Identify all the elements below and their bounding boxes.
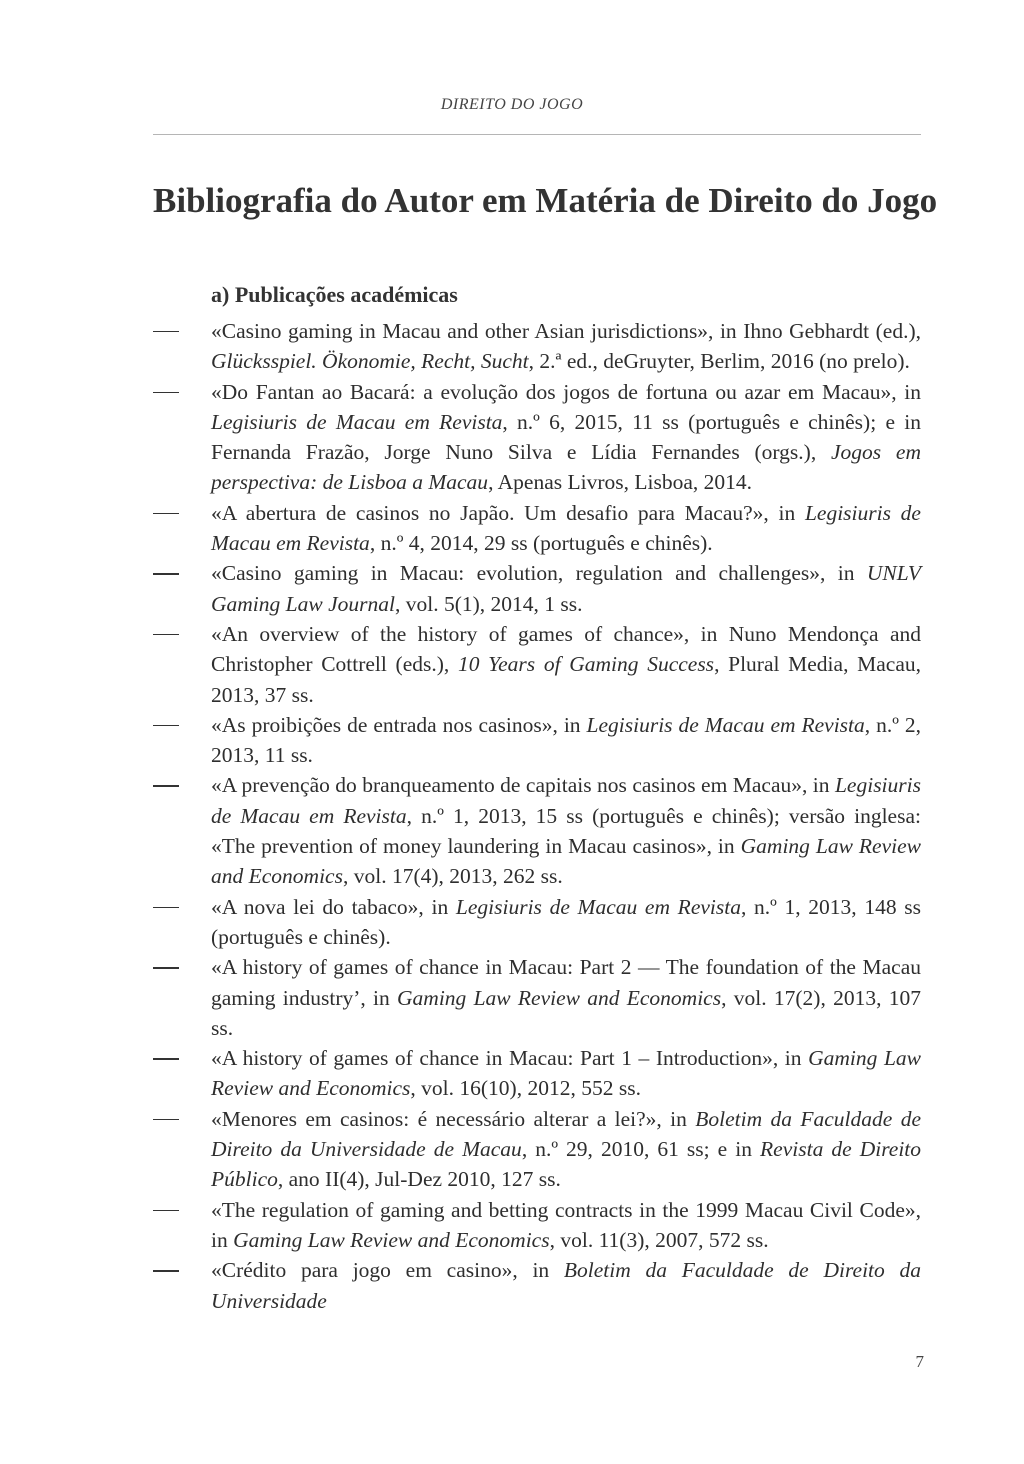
entry-text: «A prevenção do branqueamento de capitais nos casinos em Macau», in [211, 773, 835, 798]
entry-work-title: Legisiuris de Macau em Revista [211, 500, 921, 556]
entry-text: , vol. 5(1), 2014, 1 ss. [394, 591, 583, 616]
entry-dash [153, 907, 179, 908]
entry-text: «A nova lei do tabaco», in [211, 894, 456, 919]
entry-text: , n.º 2, 2013, 11 ss. [211, 712, 921, 768]
entry-work-title: Revista de Direito Público [211, 1137, 922, 1192]
bibliography-entry [153, 498, 921, 559]
entry-text: «A abertura de casinos no Japão. Um desafio para Macau?», in [211, 500, 805, 525]
entry-work-title: Legisiuris de Macau em Revista [211, 409, 503, 434]
entry-work-title: Boletim da Faculdade de Direito da Universidade de Macau [211, 1106, 921, 1162]
entry-dash [153, 392, 179, 393]
entry-dash [153, 573, 179, 574]
bibliography-list [153, 316, 921, 1316]
bibliography-entry [153, 770, 921, 891]
entry-work-title: Legisiuris de Macau em Revista [211, 773, 921, 828]
bibliography-entry [153, 1255, 921, 1316]
entry-text: , n.º 1, 2013, 15 ss (português e chinês); versão inglesa: «The prevention of money laundering in Macau casinos», in [211, 803, 921, 859]
entry-dash [153, 785, 179, 786]
entry-text: , vol. 17(4), 2013, 262 ss. [342, 864, 563, 889]
bibliography-entry [153, 316, 921, 377]
entry-work-title: Gaming Law Review and Economics [211, 834, 921, 889]
entry-text: «A history of games of chance in Macau: Part 2 — The foundation of the Macau gaming industry’, in [211, 955, 921, 1010]
entry-text: «Do Fantan ao Bacará: a evolução dos jogos de fortuna ou azar em Macau», in [211, 379, 921, 404]
entry-work-title: Gaming Law Review and Economics [397, 985, 722, 1010]
entry-text: «A history of games of chance in Macau: Part 1 – Introduction», in [211, 1046, 809, 1071]
entry-work-title: Gaming Law Review and Economics [233, 1227, 550, 1252]
entry-work-title: Boletim da Faculdade de Direito da Universidade [211, 1258, 921, 1313]
entry-text: , Apenas Livros, Lisboa, 2014. [488, 470, 753, 495]
entry-text: , n.º 6, 2015, 11 ss (português e chinês); e in Fernanda Frazão, Jorge Nuno Silva e Lídia Fernandes (orgs.), [211, 409, 921, 465]
entry-text: , vol. 16(10), 2012, 552 ss. [410, 1076, 641, 1101]
entry-text: , ano II(4), Jul-Dez 2010, 127 ss. [277, 1167, 561, 1192]
bibliography-entry [153, 952, 921, 1043]
bibliography-entry [153, 558, 921, 619]
page-title: Bibliografia do Autor em Matéria de Direito do Jogo [153, 181, 938, 220]
bibliography-entry [153, 619, 921, 710]
entry-text: , n.º 1, 2013, 148 ss (português e chinês). [211, 894, 921, 949]
bibliography-entry [153, 1043, 921, 1104]
entry-text: , 2.ª ed., deGruyter, Berlim, 2016 (no prelo). [528, 349, 910, 374]
entry-dash [153, 331, 179, 332]
entry-dash [153, 725, 179, 726]
entry-work-title: Jogos em perspectiva: de Lisboa a Macau [211, 440, 921, 495]
bibliography-entry [153, 892, 921, 953]
entry-work-title: 10 Years of Gaming Success [457, 652, 715, 677]
entry-text: «Crédito para jogo em casino», in [211, 1258, 564, 1283]
entry-work-title: UNLV Gaming Law Journal [211, 561, 921, 616]
header-rule [153, 134, 921, 135]
entry-text: «Casino gaming in Macau: evolution, regulation and challenges», in [211, 561, 867, 586]
entry-dash [153, 1270, 179, 1271]
entry-dash [153, 967, 179, 968]
bibliography-entry [153, 710, 921, 771]
entry-text: , Plural Media, Macau, 2013, 37 ss. [211, 652, 921, 707]
entry-work-title: Gaming Law Review and Economics [211, 1046, 922, 1101]
entry-dash [153, 1058, 179, 1059]
entry-work-title: Legisiuris de Macau em Revista [455, 894, 741, 919]
entry-text: «Casino gaming in Macau and other Asian jurisdictions», in Ihno Gebhardt (ed.), [211, 319, 921, 343]
entry-work-title: Legisiuris de Macau em Revista [586, 712, 865, 737]
entry-dash [153, 634, 179, 635]
entry-text: , vol. 17(2), 2013, 107 ss. [211, 985, 921, 1040]
page-number: 7 [915, 1352, 924, 1371]
entry-text: «As proibições de entrada nos casinos», in [211, 712, 587, 737]
entry-dash [153, 1210, 179, 1211]
bibliography-entry [153, 377, 921, 498]
entry-text: , n.º 4, 2014, 29 ss (português e chinês). [369, 531, 713, 556]
bibliography-entry [153, 1195, 921, 1256]
entry-text: , n.º 29, 2010, 61 ss; e in [521, 1137, 761, 1162]
entry-text: «An overview of the history of games of chance», in Nuno Mendonça and Christopher Cottrell (eds.), [211, 621, 921, 677]
entry-dash [153, 1119, 179, 1120]
entry-text: «The regulation of gaming and betting contracts in the 1999 Macau Civil Code», in [211, 1197, 921, 1252]
entry-dash [153, 513, 179, 514]
entry-text: , vol. 11(3), 2007, 572 ss. [549, 1227, 769, 1252]
section-heading: a) Publicações académicas [211, 282, 458, 307]
bibliography-entry [153, 1104, 921, 1195]
running-head: DIREITO DO JOGO [440, 96, 584, 113]
entry-text: «Menores em casinos: é necessário alterar a lei?», in [211, 1106, 696, 1131]
entry-work-title: Glücksspiel. Ökonomie, Recht, Sucht [211, 349, 529, 374]
